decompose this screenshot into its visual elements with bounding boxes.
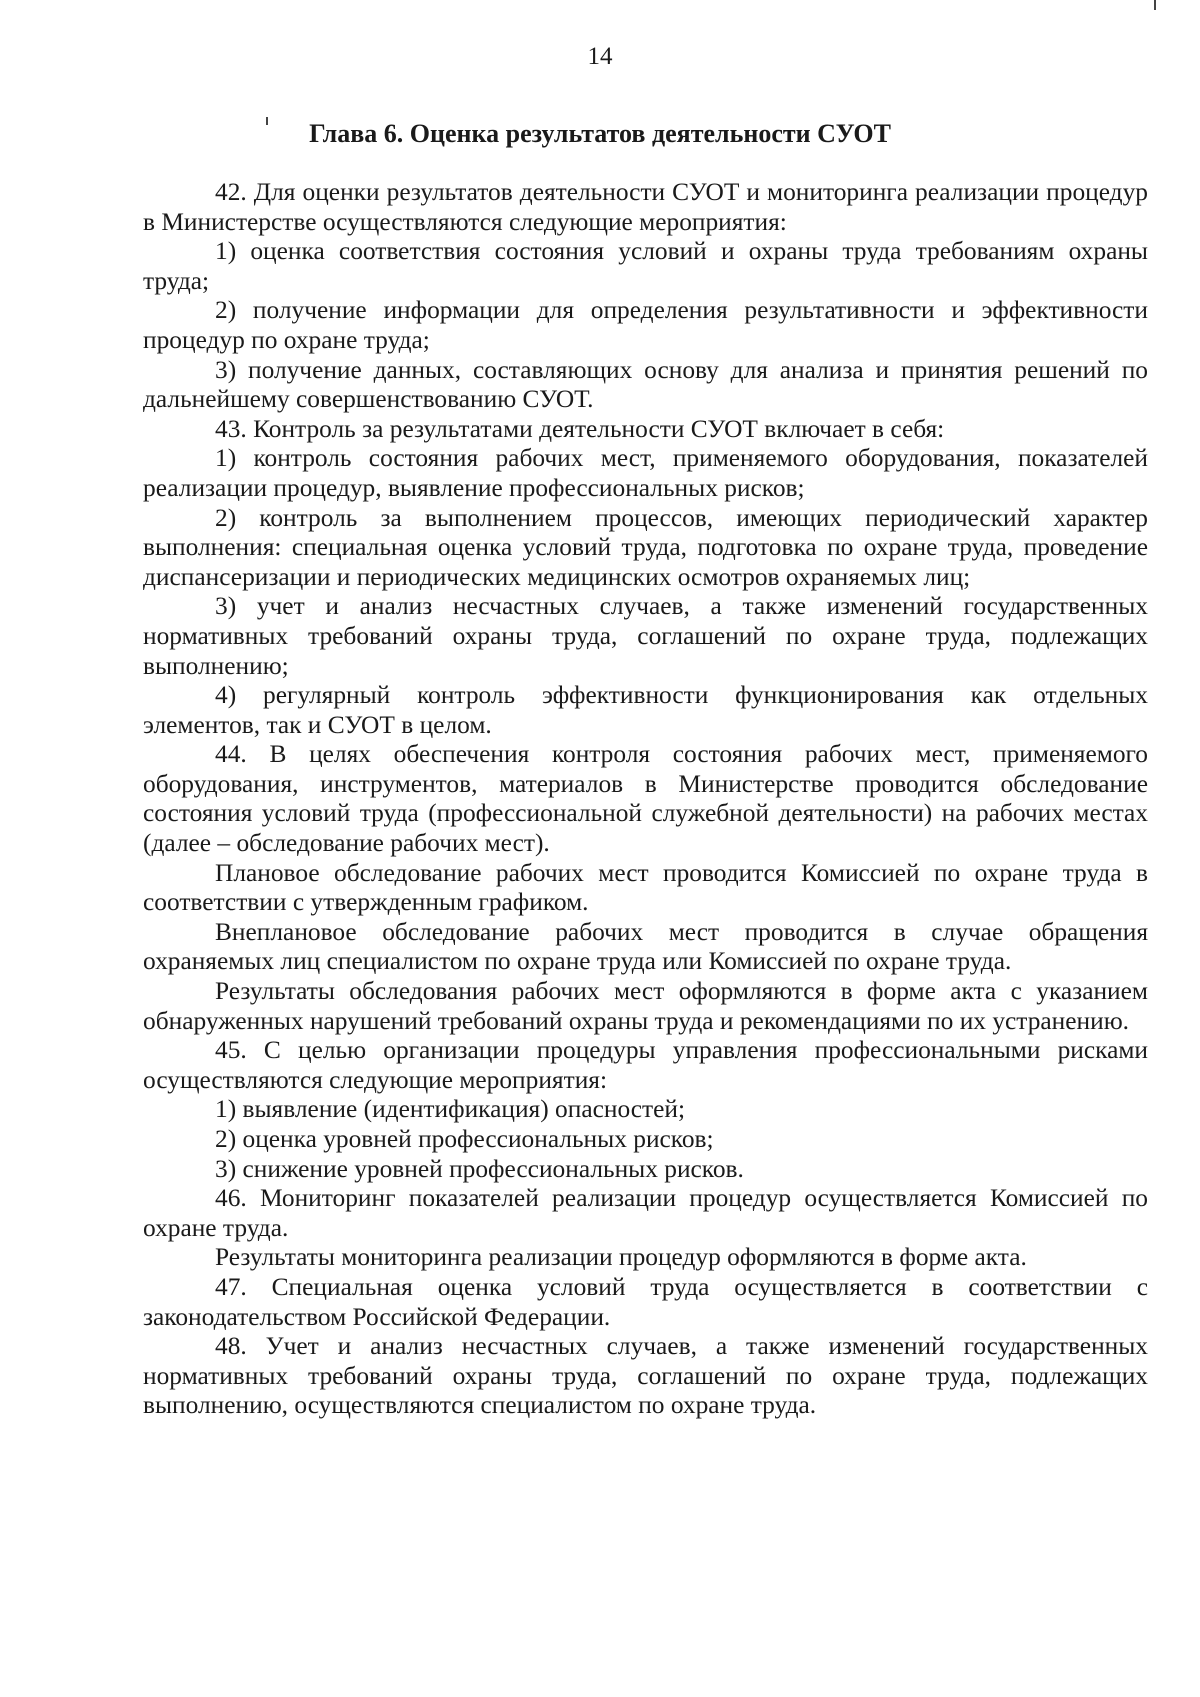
paragraph-46-results: Результаты мониторинга реализации процедур оформляются в форме акта. xyxy=(215,1243,1027,1272)
page-number: 14 xyxy=(587,43,613,70)
paragraph-42: 42. Для оценки результатов деятельности СУОТ и мониторинга реализации процедур в Министерстве осуществляются следующие мероприятия: xyxy=(143,178,1148,236)
paragraph-43-item-2: 2) контроль за выполнением процессов, имеющих периодический характер выполнения: специальная оценка условий труда, подготовка по охране труда, проведение диспансеризации и периодических медицинских осмотров охраняемых лиц; xyxy=(143,503,1148,591)
paragraph-44: 44. В целях обеспечения контроля состояния рабочих мест, применяемого оборудования, инструментов, материалов в Министерстве проводится обследование состояния условий труда (профессиональной служебной деятельности) на рабочих местах (далее – обследование рабочих мест). xyxy=(143,740,1148,858)
paragraph-42-item-3: 3) получение данных, составляющих основу для анализа и принятия решений по дальнейшему совершенствованию СУОТ. xyxy=(143,355,1148,414)
paragraph-45-item-2: 2) оценка уровней профессиональных рисков; xyxy=(215,1125,714,1153)
chapter-title: Глава 6. Оценка результатов деятельности СУОТ xyxy=(309,119,891,148)
paragraph-43-item-4: 4) регулярный контроль эффективности функционирования как отдельных элементов, так и СУОТ в целом. xyxy=(143,681,1148,739)
paragraph-45: 45. С целью организации процедуры управления профессиональными рисками осуществляются следующие мероприятия: xyxy=(143,1036,1148,1094)
paragraph-46: 46. Мониторинг показателей реализации процедур осуществляется Комиссией по охране труда. xyxy=(143,1184,1148,1242)
paragraph-42-item-1: 1) оценка соответствия состояния условий и охраны труда требованиям охраны труда; xyxy=(143,237,1148,295)
paragraph-45-item-1: 1) выявление (идентификация) опасностей; xyxy=(215,1095,686,1124)
document-body xyxy=(143,178,1148,1421)
paragraph-44-planned: Плановое обследование рабочих мест проводится Комиссией по охране труда в соответствии с утвержденным графиком. xyxy=(143,858,1148,917)
paragraph-47: 47. Специальная оценка условий труда осуществляется в соответствии с законодательством Российской Федерации. xyxy=(143,1272,1148,1331)
paragraph-42-item-2: 2) получение информации для определения результативности и эффективности процедур по охране труда; xyxy=(143,296,1148,354)
scan-mark xyxy=(1154,0,1156,10)
paragraph-43: 43. Контроль за результатами деятельности СУОТ включает в себя: xyxy=(215,414,945,443)
paragraph-45-item-3: 3) снижение уровней профессиональных рисков. xyxy=(215,1154,744,1183)
paragraph-43-item-1: 1) контроль состояния рабочих мест, применяемого оборудования, показателей реализации процедур, выявление профессиональных рисков; xyxy=(143,444,1148,502)
paragraph-43-item-3: 3) учет и анализ несчастных случаев, а также изменений государственных нормативных требований охраны труда, соглашений по охране труда, подлежащих выполнению; xyxy=(143,592,1148,680)
paragraph-48: 48. Учет и анализ несчастных случаев, а также изменений государственных нормативных требований охраны труда, соглашений по охране труда, подлежащих выполнению, осуществляются специалистом по охране труда. xyxy=(143,1332,1148,1420)
paragraph-44-results: Результаты обследования рабочих мест оформляются в форме акта с указанием обнаруженных нарушений требований охраны труда и рекомендациями по их устранению. xyxy=(143,977,1148,1035)
paragraph-44-unplanned: Внеплановое обследование рабочих мест проводится в случае обращения охраняемых лиц специалистом по охране труда или Комиссией по охране труда. xyxy=(143,917,1148,976)
